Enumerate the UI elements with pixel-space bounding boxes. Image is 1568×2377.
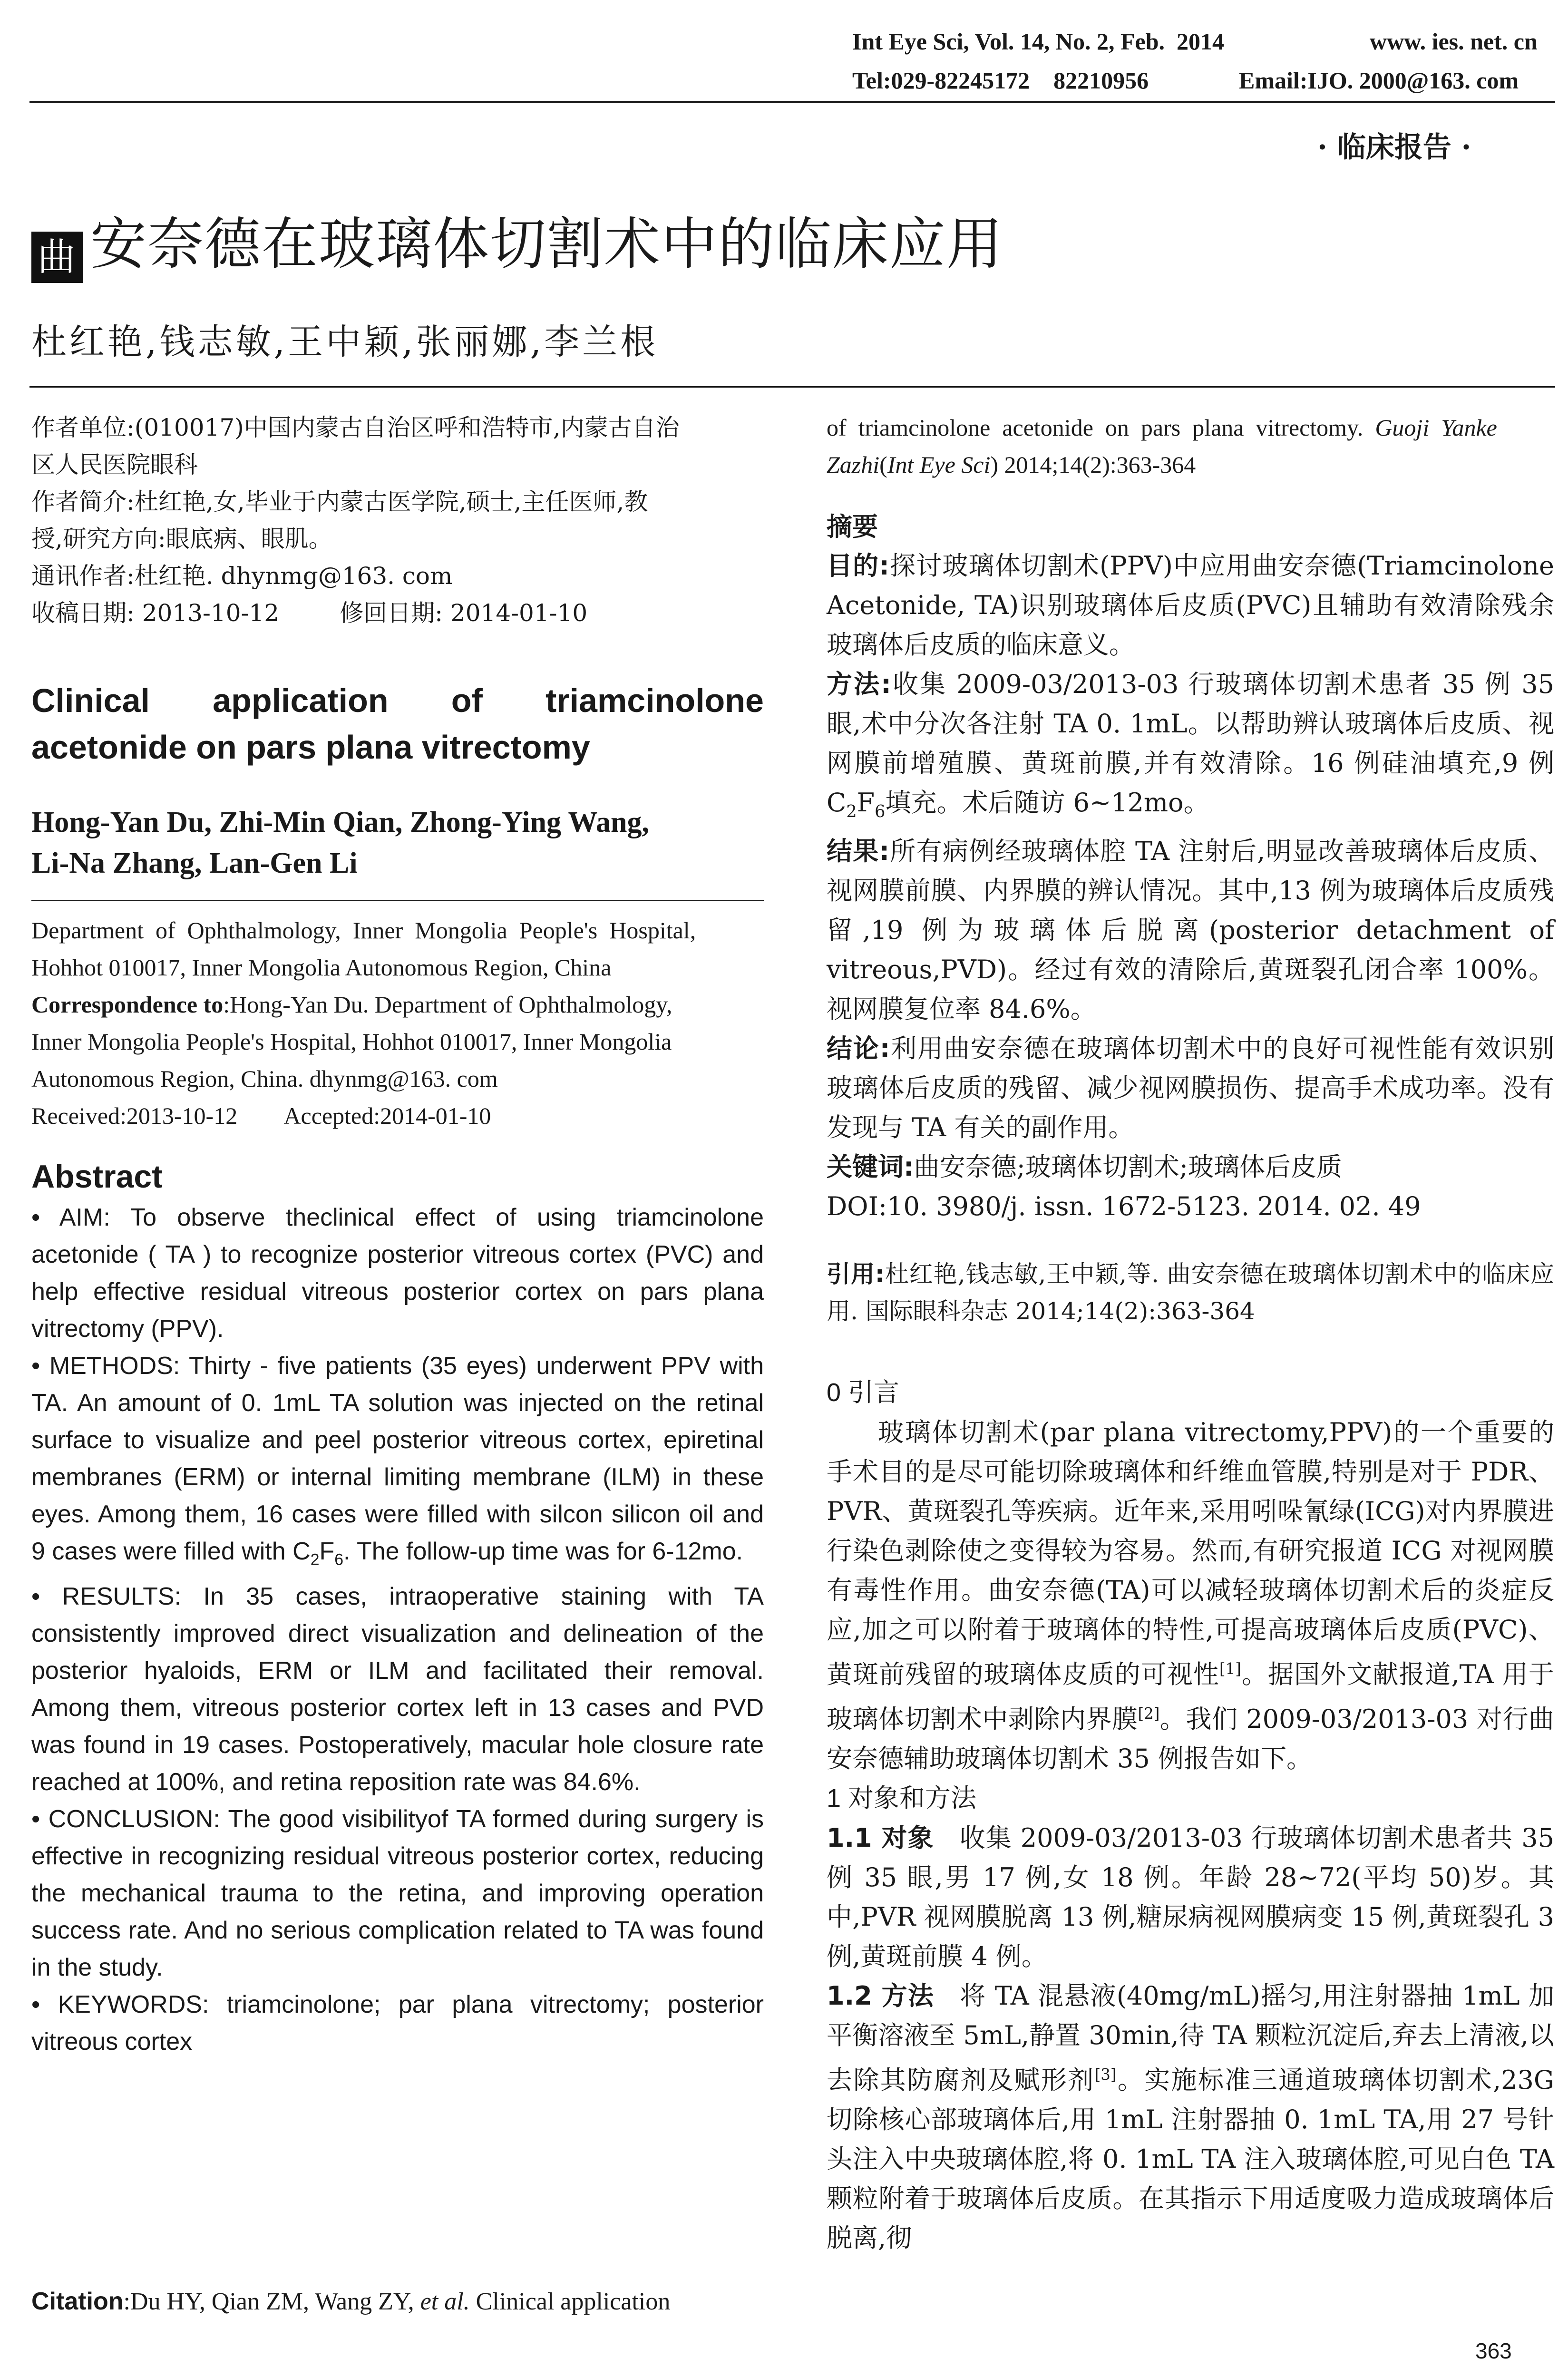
article-title-text: 安奈德在玻璃体切割术中的临床应用 — [90, 211, 1004, 277]
doi: DOI:10. 3980/j. issn. 1672-5123. 2014. 02. 49 — [827, 1191, 1421, 1221]
abstract-methods — [31, 1347, 764, 1578]
conclusion-text: 利用曲安奈德在玻璃体切割术中的良好可视性能有效识别玻璃体后皮质的残留、减少视网膜损伤、提高手术成功率。没有发现与 TA 有关的副作用。 — [827, 1033, 1554, 1142]
citation-journal-a: Guoji Yanke — [1375, 414, 1497, 441]
english-title-line1: Clinical application of triamcinolone — [31, 682, 764, 719]
method-tail: 填充。术后随访 6~12mo。 — [885, 788, 1209, 818]
citation-volume: ) 2014;14(2):363-364 — [990, 451, 1196, 478]
journal-email: Email:IJO. 2000@163. com — [1239, 67, 1519, 94]
method-label: 方法: — [827, 669, 891, 699]
journal-tel: Tel:029-82245172 82210956 — [852, 67, 1149, 94]
abstract-cn-result — [827, 831, 1554, 1029]
title-rule — [29, 386, 1555, 388]
citation-journal-en: Int Eye Sci — [887, 451, 991, 478]
citation-paren-open: ( — [879, 451, 887, 478]
abstract-methods-tail: . The follow-up time was for 6-12mo. — [343, 1538, 743, 1565]
citation-continued-1 — [827, 409, 1554, 446]
methods-heading: 1 对象和方法 — [827, 1783, 977, 1812]
journal-website: www. ies. net. cn — [1370, 28, 1538, 55]
citation-label: Citation — [31, 2288, 124, 2315]
section-1-2-text: 将 TA 混悬液(40mg/mL)摇匀,用注射器抽 1mL 加平衡溶液至 5mL,静置 30min,待 TA 颗粒沉淀后,弃去上清液,以去除其防腐剂及赋形剂 — [827, 1980, 1555, 2095]
keywords-text: 曲安奈德;玻璃体切割术;玻璃体后皮质 — [914, 1151, 1342, 1182]
department-1: Department of Ophthalmology, Inner Mongolia People's Hospital, — [31, 917, 696, 944]
section-1-1 — [827, 1818, 1554, 1976]
article-title — [31, 199, 1003, 283]
authors-cn: 杜红艳,钱志敏,王中颖,张丽娜,李兰根 — [31, 321, 659, 362]
correspondence-text: :Hong-Yan Du. Department of Ophthalmology, — [223, 991, 672, 1018]
page-number: 363 — [1475, 2338, 1512, 2363]
section-1-1-text: 收集 2009-03/2013-03 行玻璃体切割术患者共 35 例 35 眼,男 17 例,女 18 例。年龄 28~72(平均 50)岁。其中,PVR 视网膜脱离 13 例,糖尿病视网膜病变 15 例,黄斑裂孔 3 例,黄斑前膜 4 例。 — [827, 1822, 1555, 1971]
section-1-2-label: 1.2 方法 — [827, 1980, 935, 2011]
dates-cn: 收稿日期: 2013-10-12 修回日期: 2014-01-10 — [31, 599, 588, 627]
section-1-1-label: 1.1 对象 — [827, 1822, 934, 1853]
citation-journal-b: Zazhi — [827, 451, 880, 478]
keywords-label: 关键词: — [827, 1151, 914, 1182]
intro-text-c: 。我们 2009-03/2013-03 对行曲安奈德辅助玻璃体切割术 35 例报告如下。 — [827, 1704, 1555, 1773]
english-authors-1: Hong-Yan Du, Zhi-Min Qian, Zhong-Ying Wang, — [31, 806, 649, 838]
reference-2: [2] — [1138, 1704, 1160, 1723]
citation-continued-text: of triamcinolone acetonide on pars plana vitrectomy. — [827, 414, 1375, 441]
bio-cn-2: 授,研究方向:眼底病、眼肌。 — [31, 525, 332, 553]
aim-label: 目的: — [827, 551, 889, 581]
correspondence-3: Autonomous Region, China. dhynmg@163. com — [31, 1065, 498, 1092]
subscript-6: 6 — [334, 1550, 344, 1569]
abstract-results: • RESULTS: In 35 cases, intraoperative staining with TA consistently improved direct visualization and delineation of the posterior hyaloids, ERM or ILM and facilitated their removal. Among them, vitreous posterior cortex left in 13 cases and PVD was found in 19 cases. Postoperatively, macular hole closure rate reached at 100%, and retina reposition rate was 84.6%. — [31, 1583, 764, 1796]
citation-text: :Du HY, Qian ZM, Wang ZY, — [123, 2288, 420, 2315]
citation-etal: et al. — [420, 2288, 470, 2315]
abstract-cn-method — [827, 664, 1554, 831]
subscript-6: 6 — [875, 801, 886, 821]
intro-paragraph — [827, 1413, 1554, 1778]
reference-3: [3] — [1094, 2065, 1117, 2084]
abstract-aim: • AIM: To observe theclinical effect of using triamcinolone acetonide ( TA ) to recognize posterior vitreous cortex (PVC) and help effective residual vitreous posterior cortex on pars plana vitrectomy (PPV). — [31, 1204, 764, 1343]
correspondence-1 — [31, 986, 764, 1023]
section-1-2-text-b: 。实施标准三通道玻璃体切割术,23G 切除核心部玻璃体后,用 1mL 注射器抽 0. 1mL TA,用 27 号针头注入中央玻璃体腔,将 0. 1mL TA 注入玻璃体腔,可见白色 TA 颗粒附着于玻璃体后皮质。在其指示下用适度吸力造成玻璃体后脱离,彻 — [827, 2065, 1555, 2253]
abstract-cn-aim — [827, 546, 1554, 664]
abstract-methods-text: • METHODS: Thirty - five patients (35 eyes) underwent PPV with TA. An amount of 0. 1mL TA solution was injected on the retinal surface to visualize and peel posterior vitreous cortex, epiretinal membranes (ERM) or internal limiting membrane (ILM) in these eyes. Among them, 16 cases were filled with silcon silicon oil and 9 cases were filled with C — [31, 1352, 764, 1565]
citation-continued-2 — [827, 446, 1554, 483]
department-2: Hohhot 010017, Inner Mongolia Autonomous Region, China — [31, 954, 612, 981]
abstract-cn-conclusion — [827, 1029, 1554, 1147]
header-rule — [29, 101, 1555, 103]
right-column — [827, 409, 1554, 2258]
abstract-cn-keywords — [827, 1147, 1554, 1187]
result-text: 所有病例经玻璃体腔 TA 注射后,明显改善玻璃体后皮质、视网膜前膜、内界膜的辨认情况。其中,13 例为玻璃体后皮质残留,19 例为玻璃体后脱离(posterior detachment of vitreous,PVD)。经过有效的清除后,黄斑裂孔闭合率 100%。视网膜复位率 84.6%。 — [827, 836, 1554, 1024]
citation-cn-label: 引用: — [827, 1260, 885, 1288]
corresponding-cn: 通讯作者:杜红艳. dhynmg@163. com — [31, 562, 453, 590]
conclusion-label: 结论: — [827, 1033, 890, 1063]
section-1-2 — [827, 1976, 1554, 2258]
citation-cn-text: 杜红艳,钱志敏,王中颖,等. 曲安奈德在玻璃体切割术中的临床应用. 国际眼科杂志 2014;14(2):363-364 — [827, 1260, 1554, 1325]
affiliation-cn-1: 作者单位:(010017)中国内蒙古自治区呼和浩特市,内蒙古自治 — [31, 414, 680, 441]
abstract-conclusion: • CONCLUSION: The good visibilityof TA formed during surgery is effective in recognizing residual vitreous posterior cortex, reducing the mechanical trauma to the retina, and improving operation success rate. And no serious complication related to TA was found in the study. — [31, 1805, 764, 1982]
correspondence-label: Correspondence to — [31, 991, 224, 1018]
received-accepted: Received:2013-10-12 Accepted:2014-01-10 — [31, 1102, 491, 1129]
left-column — [31, 409, 764, 2060]
subscript-2: 2 — [846, 801, 857, 821]
intro-text: 玻璃体切割术(par plana vitrectomy,PPV)的一个重要的手术目的是尽可能切除玻璃体和纤维血管膜,特别是对于 PDR、PVR、黄斑裂孔等疾病。近年来,采用吲哚氰绿(ICG)对内界膜进行染色剥除使之变得较为容易。然而,有研究报道 ICG 对视网膜有毒性作用。曲安奈德(TA)可以减轻玻璃体切割术后的炎症反应,加之可以附着于玻璃体的特性,可提高玻璃体后皮质(PVC)、黄斑前残留的玻璃体皮质的可视性 — [827, 1417, 1554, 1689]
aim-text: 探讨玻璃体切割术(PPV)中应用曲安奈德(Triamcinolone Acetonide, TA)识别玻璃体后皮质(PVC)且辅助有效清除残余玻璃体后皮质的临床意义。 — [827, 551, 1554, 660]
formula-f: F — [319, 1538, 335, 1565]
english-authors-2: Li-Na Zhang, Lan-Gen Li — [31, 847, 358, 879]
affiliation-cn-2: 区人民医院眼科 — [31, 451, 198, 478]
citation-en — [31, 2283, 764, 2320]
method-text: 收集 2009-03/2013-03 行玻璃体切割术患者 35 例 35 眼,术中分次各注射 TA 0. 1mL。以帮助辨认玻璃体后皮质、视网膜前增殖膜、黄斑前膜,并有效清除。16 例硅油填充,9 例 C — [827, 669, 1554, 818]
abstract-heading: Abstract — [31, 1159, 163, 1195]
citation-tail: Clinical application — [469, 2288, 671, 2315]
correspondence-2: Inner Mongolia People's Hospital, Hohhot 010017, Inner Mongolia — [31, 1028, 672, 1055]
journal-citation-line: Int Eye Sci, Vol. 14, No. 2, Feb. 2014 — [852, 28, 1225, 55]
bio-cn-1: 作者简介:杜红艳,女,毕业于内蒙古医学院,硕士,主任医师,教 — [31, 488, 648, 516]
subscript-2: 2 — [310, 1550, 320, 1569]
citation-cn — [827, 1256, 1554, 1330]
intro-heading: 0 引言 — [827, 1378, 900, 1407]
abstract-keywords: • KEYWORDS: triamcinolone; par plana vitrectomy; posterior vitreous cortex — [31, 1991, 764, 2056]
title-bullet-icon: 曲 — [31, 232, 83, 283]
intro-text-b: 。据国外文献报道,TA 用于玻璃体切割术中剥除内界膜 — [827, 1659, 1554, 1734]
formula-f: F — [857, 788, 875, 818]
section-tag: · 临床报告 · — [1317, 131, 1471, 164]
result-label: 结果: — [827, 836, 890, 866]
abstract-cn-heading: 摘要 — [827, 512, 878, 542]
reference-1: [1] — [1219, 1659, 1241, 1678]
english-title-line2: acetonide on pars plana vitrectomy — [31, 729, 590, 766]
